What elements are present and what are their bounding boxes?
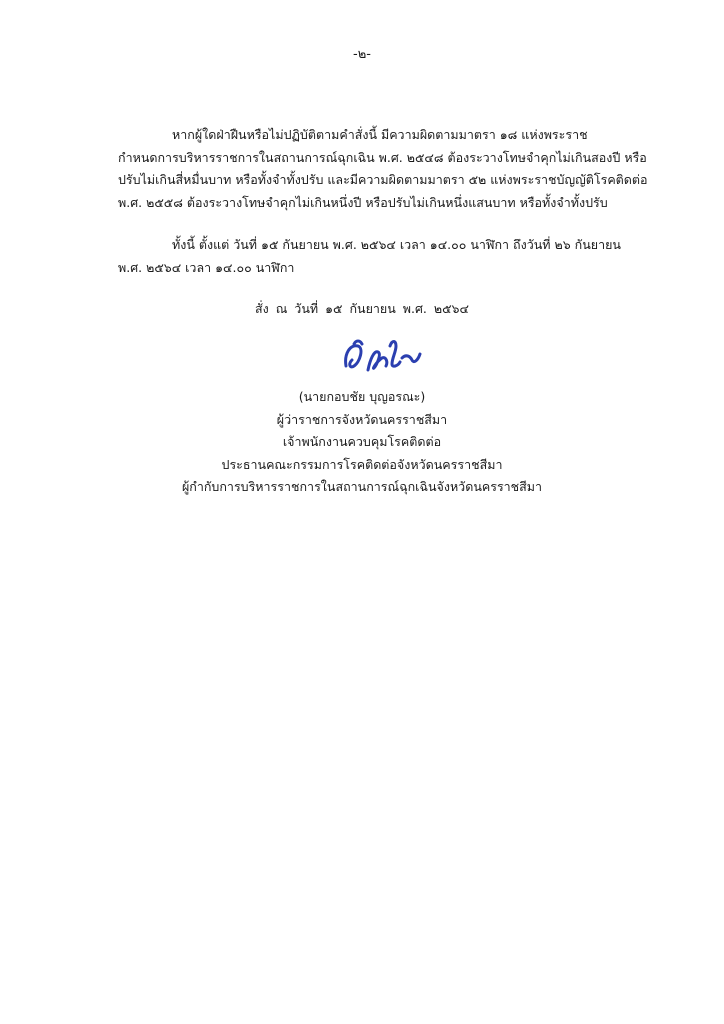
- signatory-block: [0, 386, 724, 499]
- paragraph-line: พ.ศ. ๒๕๕๘ ต้องระวางโทษจำคุกไม่เกินหนึ่งปี หรือปรับไม่เกินหนึ่งแสนบาท หรือทั้งจำทั้งปรับ: [118, 194, 608, 210]
- paragraph-line: หากผู้ใดฝ่าฝืนหรือไม่ปฏิบัติตามคำสั่งนี้ มีความผิดตามมาตรา ๑๘ แห่งพระราช: [172, 127, 588, 142]
- penalty-paragraph: [118, 124, 648, 214]
- signatory-position: ผู้ว่าราชการจังหวัดนครราชสีมา: [276, 411, 448, 427]
- paragraph-line: กำหนดการบริหารราชการในสถานการณ์ฉุกเฉิน พ.ศ. ๒๕๔๘ ต้องระวางโทษจำคุกไม่เกินสองปี หรือ: [118, 149, 647, 165]
- effective-period-paragraph: [118, 234, 621, 279]
- order-date: สั่ง ณ วันที่ ๑๕ กันยายน พ.ศ. ๒๕๖๔: [255, 301, 469, 316]
- signatory-name: (นายกอบชัย บุญอรณะ): [298, 389, 426, 404]
- signature-icon: [340, 336, 422, 378]
- page-number: -๒-: [353, 47, 371, 62]
- signatory-position: ผู้กำกับการบริหารราชการในสถานการณ์ฉุกเฉินจังหวัดนครราชสีมา: [181, 479, 543, 494]
- signatory-position: ประธานคณะกรรมการโรคติดต่อจังหวัดนครราชสีมา: [221, 456, 503, 472]
- signatory-position: เจ้าพนักงานควบคุมโรคติดต่อ: [282, 434, 442, 449]
- paragraph-line: พ.ศ. ๒๕๖๔ เวลา ๑๔.๐๐ นาฬิกา: [118, 259, 295, 275]
- paragraph-line: ปรับไม่เกินสี่หมื่นบาท หรือทั้งจำทั้งปรับ และมีความผิดตามมาตรา ๕๒ แห่งพระราชบัญญัติโรคติดต่อ: [118, 172, 648, 187]
- paragraph-line: ทั้งนี้ ตั้งแต่ วันที่ ๑๕ กันยายน พ.ศ. ๒๕๖๔ เวลา ๑๔.๐๐ นาฬิกา ถึงวันที่ ๒๖ กันยายน: [172, 237, 621, 252]
